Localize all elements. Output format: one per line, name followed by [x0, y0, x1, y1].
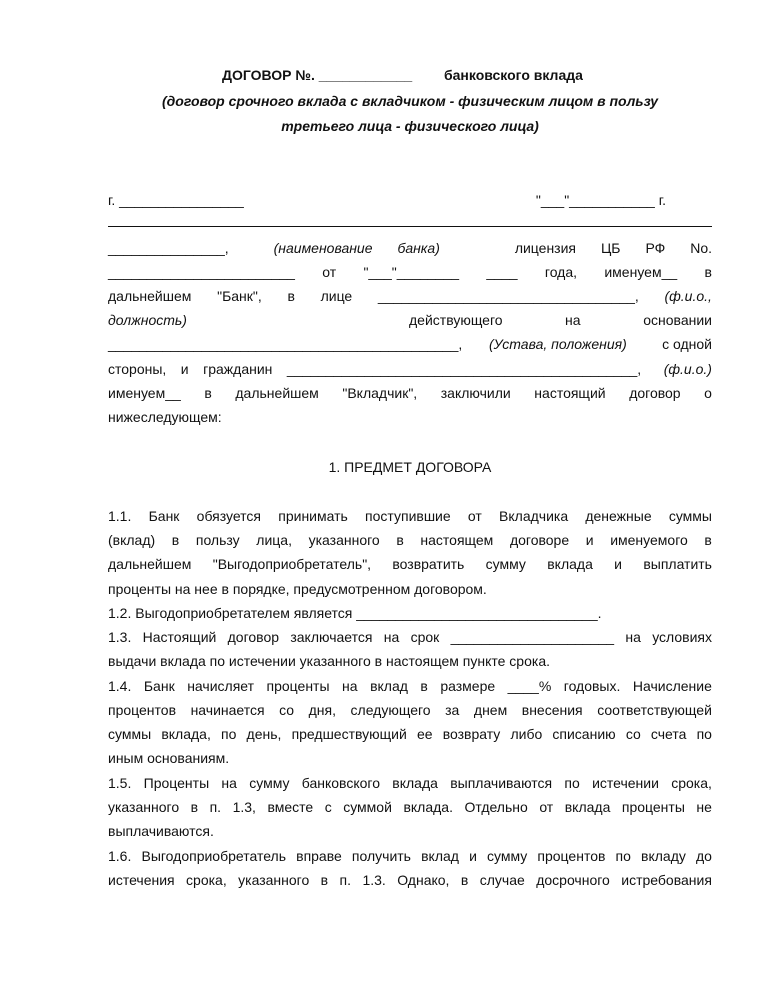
- word: вклада,: [161, 726, 211, 742]
- word: 1.1.: [108, 508, 132, 524]
- word: случае: [479, 872, 525, 888]
- word: дальнейшем: [108, 288, 192, 304]
- word: лица,: [256, 532, 292, 548]
- word: по: [564, 775, 580, 791]
- word: по: [696, 726, 712, 742]
- word: на: [625, 629, 641, 645]
- word: возврату: [442, 726, 501, 742]
- word: "Вкладчик",: [342, 385, 418, 401]
- word: получить: [351, 848, 411, 864]
- preamble-line-3: [108, 287, 712, 305]
- word: счета: [650, 726, 687, 742]
- word: выплатить: [643, 556, 712, 572]
- clause-1-6-line-2: [108, 871, 712, 889]
- word: срок: [410, 629, 440, 645]
- word: _____________________________________________,: [108, 336, 463, 352]
- word: "Выгодоприобретатель",: [212, 556, 372, 572]
- word: и: [469, 848, 477, 864]
- word: вправе: [296, 848, 342, 864]
- word: вкладу: [641, 848, 686, 864]
- word: (наименование: [273, 240, 373, 256]
- word: 1.4.: [108, 678, 132, 694]
- word: до: [696, 848, 712, 864]
- word: от: [539, 799, 554, 815]
- word: именуем__: [604, 264, 678, 280]
- word: 1.5.: [108, 775, 132, 791]
- word: истечения: [108, 872, 175, 888]
- word: досрочного: [536, 872, 610, 888]
- word: банковского: [301, 775, 380, 791]
- word: соответствующей: [597, 702, 712, 718]
- word: сумму: [485, 556, 526, 572]
- word: ________________________: [108, 264, 295, 280]
- clause-1-5-line-2: [108, 798, 712, 816]
- word: в: [396, 532, 404, 548]
- word: 1.3.: [108, 629, 132, 645]
- word: с одной: [662, 336, 712, 352]
- word: срока,: [671, 775, 712, 791]
- word: 1.6.: [108, 848, 132, 864]
- clause-1-4-line-1: [108, 677, 712, 695]
- word: указанного: [108, 799, 180, 815]
- preamble-line-4: [108, 311, 712, 329]
- word: дальнейшем: [235, 385, 319, 401]
- word: поступившие: [365, 508, 451, 524]
- word: Вкладчика: [499, 508, 569, 524]
- word: годовых.: [563, 678, 621, 694]
- word: принимать: [278, 508, 348, 524]
- word: вклада: [392, 775, 438, 791]
- word: по: [221, 726, 237, 742]
- word: гражданин: [203, 361, 273, 377]
- word: _______________,: [108, 240, 229, 256]
- word: дальнейшем: [108, 556, 192, 572]
- word: предшествующий: [291, 726, 407, 742]
- word: размере: [440, 678, 496, 694]
- word: _________________________________,: [377, 288, 639, 304]
- word: No.: [690, 240, 712, 256]
- word: срока,: [186, 872, 227, 888]
- word: Банк: [143, 678, 175, 694]
- word: условиях: [652, 629, 712, 645]
- word: проценты: [621, 799, 685, 815]
- word: о: [704, 385, 712, 401]
- word: дня,: [308, 702, 336, 718]
- word: денежные: [585, 508, 652, 524]
- clause-1-6-line-1: [108, 847, 712, 865]
- word: заключили: [440, 385, 511, 401]
- preamble-line-2: [108, 263, 712, 281]
- word: 1.3.: [362, 872, 386, 888]
- section-heading: 1. ПРЕДМЕТ ДОГОВОРА: [328, 459, 492, 475]
- word: указанного: [238, 872, 310, 888]
- date-field: "___"___________ г.: [535, 192, 666, 208]
- word: Выгодоприобретатель: [141, 848, 286, 864]
- word: п.: [209, 799, 222, 815]
- word: настоящем: [420, 532, 494, 548]
- word: (ф.и.о.): [663, 361, 712, 377]
- preamble-line-6: [108, 360, 712, 378]
- word: в: [190, 799, 199, 815]
- word: в: [704, 532, 712, 548]
- word: вклад: [370, 678, 408, 694]
- word: в: [420, 678, 428, 694]
- clause-1-5-line-1: [108, 774, 712, 792]
- word: проценты: [266, 678, 330, 694]
- word: Проценты: [143, 775, 210, 791]
- word: "Банк",: [217, 288, 262, 304]
- word: в: [287, 288, 295, 304]
- word: указанного: [308, 532, 380, 548]
- word: на: [342, 678, 358, 694]
- word: в: [460, 872, 469, 888]
- clause-1-1-line-1: [108, 507, 712, 525]
- word: в: [204, 385, 212, 401]
- word: 1.3,: [232, 799, 256, 815]
- clause-1-1-line-4: проценты на нее в порядке, предусмотренном договором.: [108, 581, 487, 597]
- bank-name-blank-rule: [108, 226, 712, 227]
- word: Отдельно: [464, 799, 528, 815]
- word: либо: [510, 726, 543, 742]
- word: и: [180, 361, 189, 377]
- word: (Устава, положения): [489, 336, 627, 352]
- document-subtitle-line-2: третьего лица - физического лица): [281, 118, 539, 134]
- preamble-line-8: нижеследующем:: [108, 409, 222, 425]
- word: Настоящий: [142, 629, 217, 645]
- word: лицензия: [514, 240, 577, 256]
- title-type: банковского вклада: [444, 67, 583, 83]
- word: на: [565, 312, 581, 328]
- word: договор: [227, 629, 280, 645]
- word: договоре: [509, 532, 570, 548]
- word: сумму: [487, 848, 528, 864]
- word: процентов: [537, 848, 606, 864]
- word: ЦБ: [600, 240, 621, 256]
- word: суммы: [108, 726, 152, 742]
- word: ____%: [507, 678, 552, 694]
- preamble-line-1: [108, 239, 712, 257]
- word: Однако,: [397, 872, 450, 888]
- word: следующего: [350, 702, 431, 718]
- clause-1-4-line-2: [108, 701, 712, 719]
- word: должность): [108, 312, 187, 328]
- word: в: [320, 872, 329, 888]
- word: день,: [246, 726, 282, 742]
- clause-1-5-line-3: выплачиваются.: [108, 823, 214, 839]
- clause-1-2: 1.2. Выгодоприобретателем является _______________________________.: [108, 605, 602, 621]
- word: за: [445, 702, 460, 718]
- word: сумму: [249, 775, 290, 791]
- word: основании: [643, 312, 712, 328]
- word: суммы: [668, 508, 712, 524]
- word: не: [696, 799, 712, 815]
- clause-1-1-line-3: [108, 555, 712, 573]
- word: со: [279, 702, 295, 718]
- word: лице: [320, 288, 353, 304]
- word: суммой: [343, 799, 392, 815]
- word: и: [585, 532, 594, 548]
- word: заключается: [290, 629, 373, 645]
- word: года,: [544, 264, 578, 280]
- word: (ф.и.о.,: [664, 288, 712, 304]
- word: и: [614, 556, 622, 572]
- word: со: [625, 726, 641, 742]
- word: обязуется: [196, 508, 262, 524]
- word: в: [704, 264, 712, 280]
- word: именуем__: [108, 385, 181, 401]
- word: истребования: [621, 872, 712, 888]
- word: с: [324, 799, 332, 815]
- clause-1-4-line-3: [108, 725, 712, 743]
- word: ее: [416, 726, 433, 742]
- word: вклада: [547, 556, 593, 572]
- word: днем: [473, 702, 508, 718]
- word: от: [322, 264, 337, 280]
- word: договор: [629, 385, 681, 401]
- preamble-line-7: [108, 384, 712, 402]
- word: процентов: [108, 702, 177, 718]
- clause-1-3-line-1: [108, 628, 712, 646]
- word: _____________________: [450, 629, 615, 645]
- word: вместе: [267, 799, 314, 815]
- clause-1-1-line-2: [108, 531, 712, 549]
- word: от: [467, 508, 482, 524]
- city-field: г. ________________: [108, 192, 244, 208]
- word: действующего: [409, 312, 503, 328]
- word: в: [171, 532, 180, 548]
- word: _____________________________________________,: [286, 361, 642, 377]
- word: стороны,: [108, 361, 167, 377]
- place-date-line: [108, 191, 712, 209]
- word: п.: [339, 872, 352, 888]
- word: "___"________: [363, 264, 460, 280]
- word: на: [221, 775, 237, 791]
- word: банка): [397, 240, 440, 256]
- word: пользу: [195, 532, 240, 548]
- word: Банк: [148, 508, 180, 524]
- word: внесения: [521, 702, 583, 718]
- word: начинается: [190, 702, 265, 718]
- word: настоящий: [534, 385, 606, 401]
- word: (вклад): [108, 532, 156, 548]
- clause-1-3-line-2: выдачи вклада по истечении указанного в настоящем пункте срока.: [108, 653, 550, 669]
- word: РФ: [645, 240, 666, 256]
- preamble-line-5: [108, 335, 712, 353]
- title-number: ДОГОВОР №. ____________: [222, 67, 413, 83]
- document-subtitle-line-1: (договор срочного вклада с вкладчиком - физическим лицом в пользу: [161, 93, 659, 109]
- word: начисляет: [187, 678, 255, 694]
- word: выплачиваются: [450, 775, 553, 791]
- word: на: [383, 629, 400, 645]
- word: вклада: [564, 799, 611, 815]
- word: по: [615, 848, 631, 864]
- word: возвратить: [392, 556, 465, 572]
- word: Начисление: [632, 678, 712, 694]
- clause-1-4-line-4: иным основаниям.: [108, 750, 230, 766]
- word: истечении: [592, 775, 659, 791]
- word: вклад: [421, 848, 459, 864]
- word: списанию: [552, 726, 616, 742]
- word: ____: [486, 264, 518, 280]
- word: именуемого: [610, 532, 688, 548]
- word: вклада.: [403, 799, 453, 815]
